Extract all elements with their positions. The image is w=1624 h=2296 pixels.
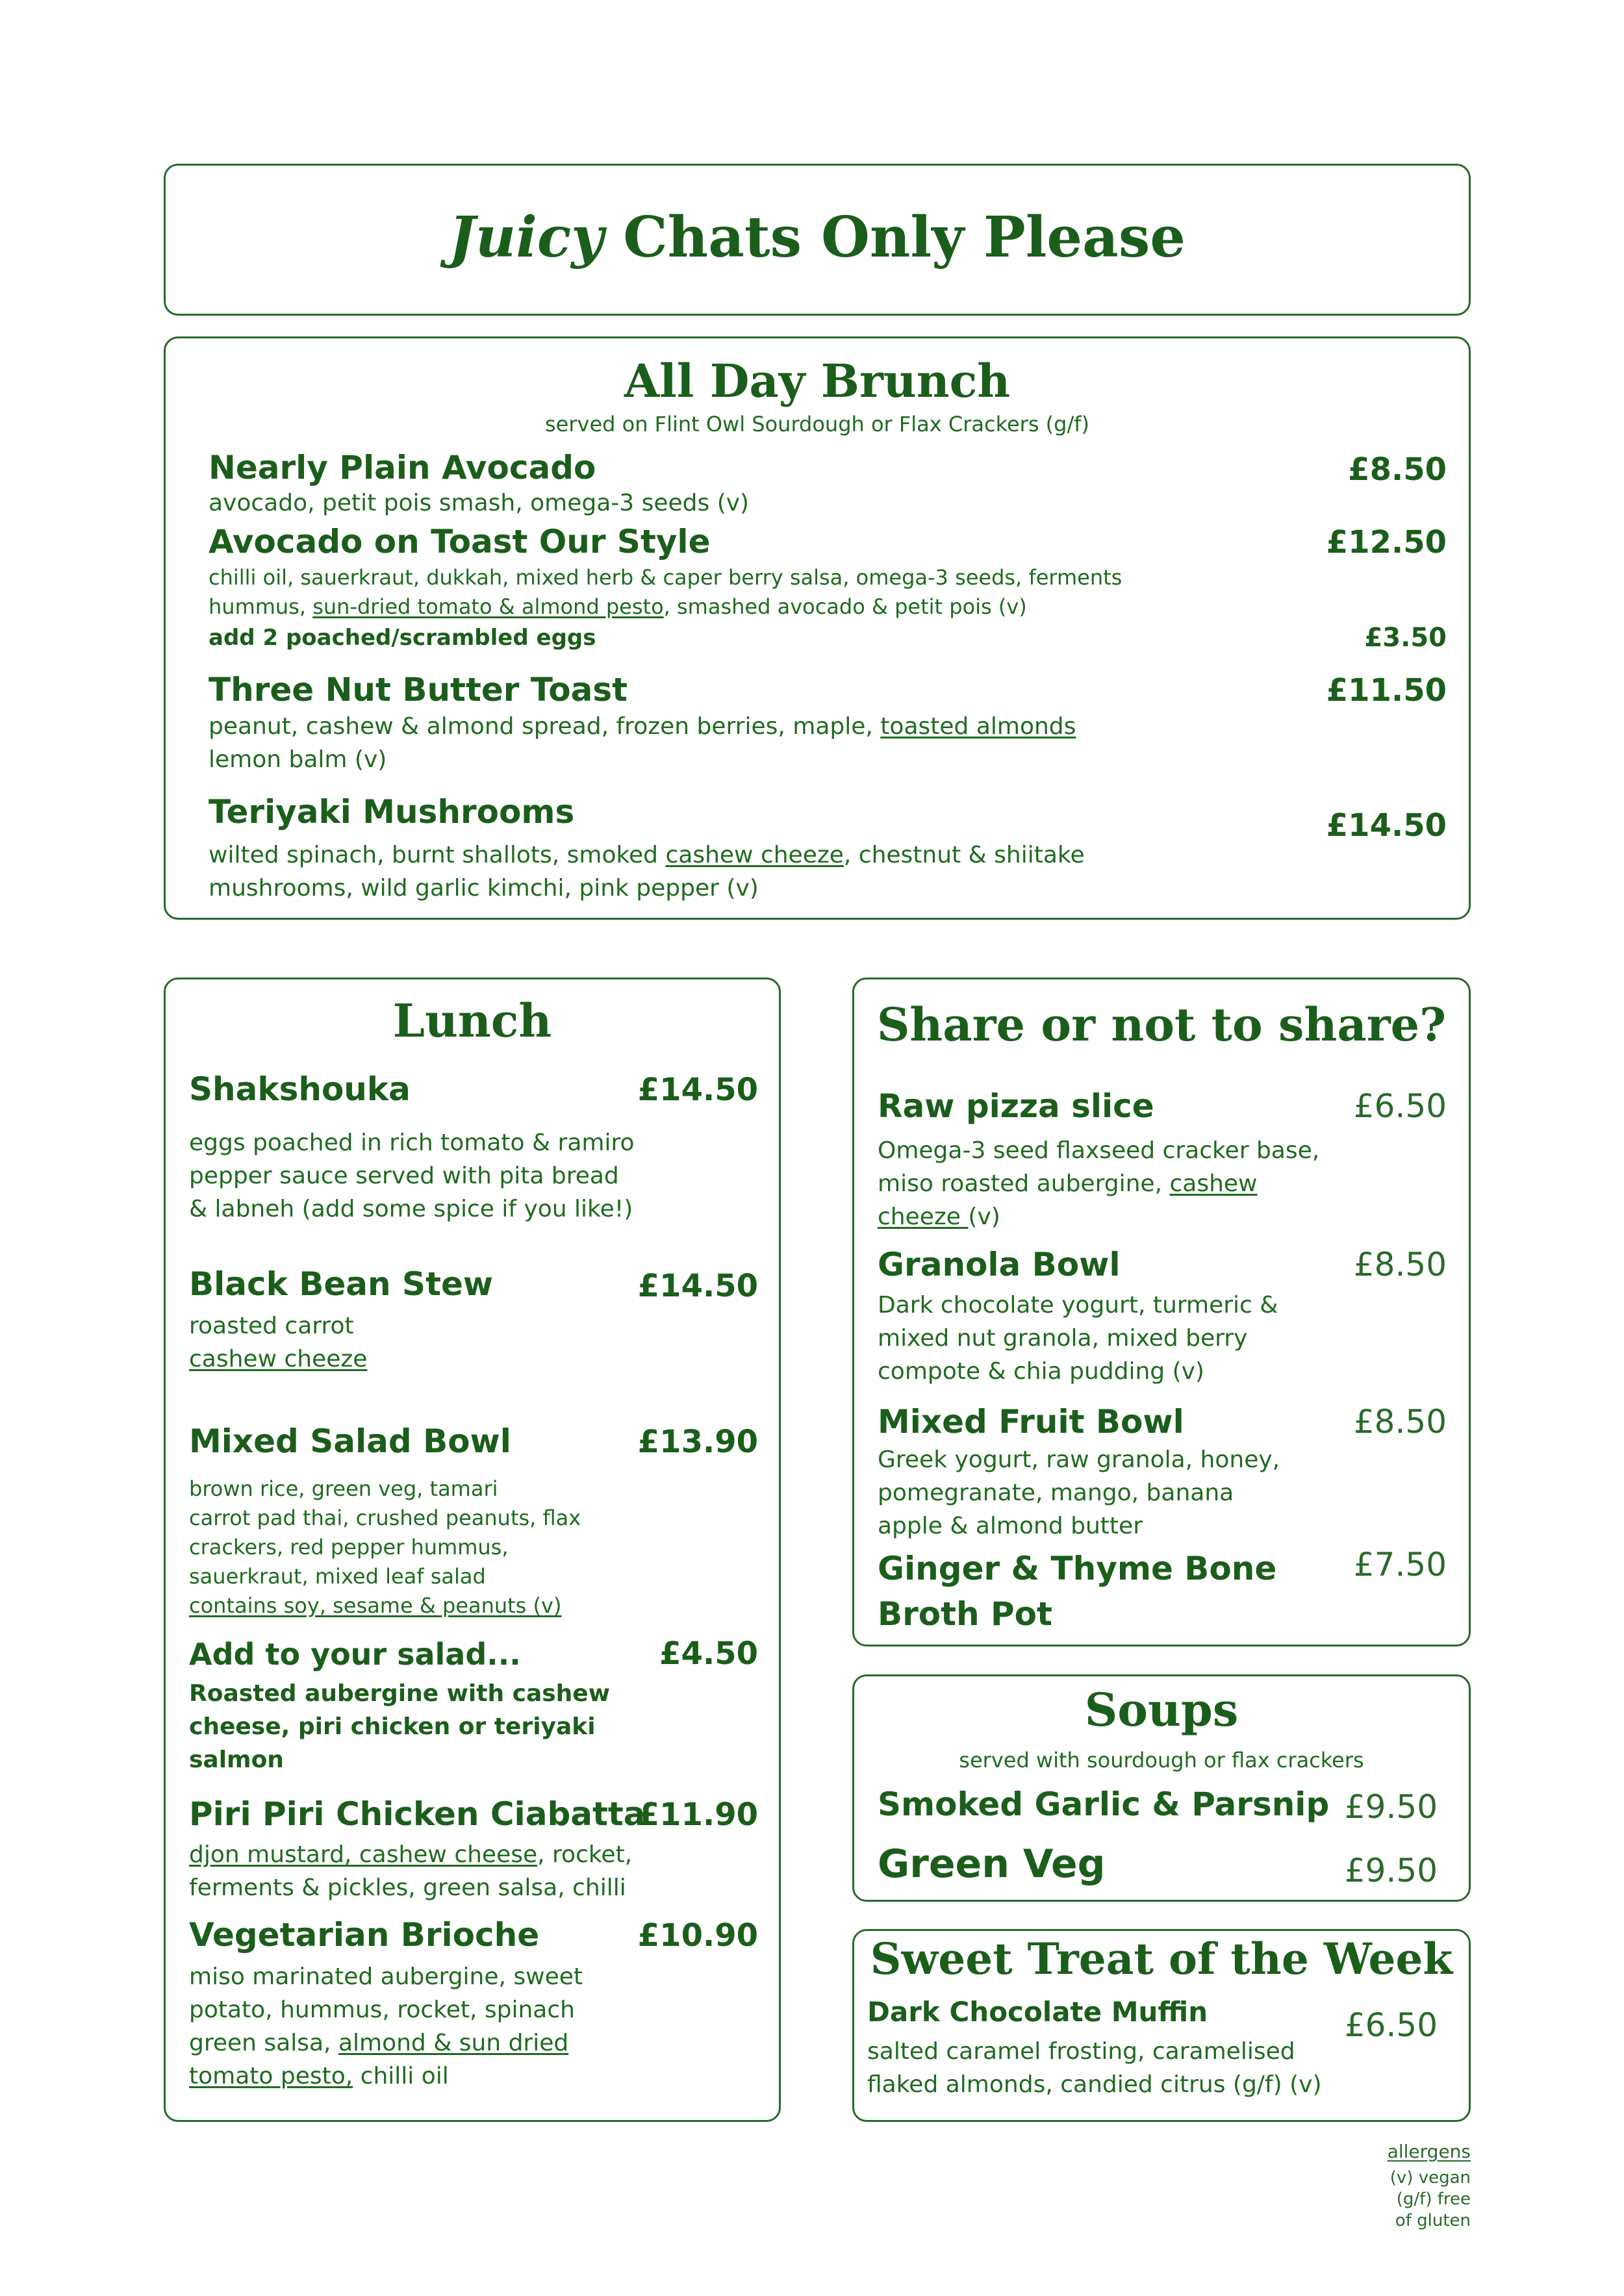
menu-item-name: Dark Chocolate Muffin bbox=[867, 1996, 1208, 2028]
description-line: apple & almond butter bbox=[878, 1513, 1143, 1539]
allergens-legend bbox=[1388, 2141, 1471, 2232]
description-line: crackers, red pepper hummus, bbox=[189, 1535, 509, 1559]
description-text: , rocket, bbox=[537, 1841, 633, 1868]
menu-item-name: Raw pizza slice bbox=[878, 1087, 1154, 1125]
description-underlined: cashew cheeze bbox=[189, 1346, 368, 1372]
description-underlined: almond & sun dried bbox=[338, 2030, 569, 2056]
menu-item-price: £13.90 bbox=[637, 1424, 758, 1460]
description-line: salmon bbox=[189, 1747, 284, 1773]
description-underlined: toasted almonds bbox=[880, 713, 1076, 740]
menu-item-description bbox=[209, 563, 1122, 622]
menu-item-description bbox=[189, 1960, 583, 2093]
description-line bbox=[878, 1200, 1319, 1233]
description-line: Omega-3 seed flaxseed cracker base, bbox=[878, 1137, 1320, 1164]
menu-item-description bbox=[189, 1677, 610, 1776]
menu-item-price: £4.50 bbox=[659, 1635, 758, 1672]
menu-item-price: £6.50 bbox=[1344, 2006, 1438, 2044]
description-underlined: contains soy, sesame & peanuts (v) bbox=[189, 1593, 562, 1618]
allergen-line: (g/f) free bbox=[1396, 2189, 1471, 2209]
description-line bbox=[209, 839, 1085, 872]
soups-heading: Soups bbox=[1084, 1683, 1239, 1737]
description-line: mixed nut granola, mixed berry bbox=[878, 1325, 1248, 1352]
description-line: mushrooms, wild garlic kimchi, pink pepper (v) bbox=[209, 875, 759, 902]
menu-item-name: Granola Bowl bbox=[878, 1246, 1121, 1283]
menu-item-name: Black Bean Stew bbox=[189, 1265, 494, 1303]
menu-item-description bbox=[209, 839, 1085, 905]
description-text: miso roasted aubergine, bbox=[878, 1170, 1170, 1197]
allergens-heading-text: allergens bbox=[1387, 2141, 1471, 2162]
soup-item-price: £9.50 bbox=[1344, 1788, 1438, 1826]
menu-item-price: £12.50 bbox=[1326, 524, 1447, 561]
description-line: miso marinated aubergine, sweet bbox=[189, 1963, 583, 1990]
share-heading: Share or not to share? bbox=[876, 998, 1447, 1052]
menu-item-description bbox=[209, 710, 1076, 776]
menu-item-price: £14.50 bbox=[637, 1072, 758, 1108]
menu-item-description bbox=[189, 1126, 635, 1226]
menu-item-description bbox=[189, 1838, 632, 1904]
allergen-line: (v) vegan bbox=[1389, 2168, 1471, 2188]
menu-item-description bbox=[189, 1474, 581, 1621]
menu-item-price: £14.50 bbox=[637, 1268, 758, 1304]
description-line bbox=[878, 1167, 1319, 1200]
description-line: Roasted aubergine with cashew bbox=[189, 1680, 610, 1707]
menu-item-name: Mixed Fruit Bowl bbox=[878, 1403, 1184, 1441]
description-line: roasted carrot bbox=[189, 1313, 354, 1339]
description-line: lemon balm (v) bbox=[209, 746, 387, 773]
description-underlined: cashew cheeze bbox=[665, 842, 844, 868]
page-title-rest: Chats Only Please bbox=[623, 205, 1186, 270]
description-line: Dark chocolate yogurt, turmeric & bbox=[878, 1292, 1278, 1318]
menu-item-name: Three Nut Butter Toast bbox=[209, 671, 628, 709]
share-section bbox=[852, 978, 1471, 1646]
description-text: (v) bbox=[968, 1204, 1000, 1230]
menu-item-description bbox=[189, 1309, 367, 1376]
menu-item-name: Add to your salad... bbox=[189, 1637, 521, 1672]
menu-item-name: Piri Piri Chicken Ciabatta bbox=[189, 1795, 646, 1833]
description-line: sauerkraut, mixed leaf salad bbox=[189, 1564, 486, 1589]
menu-item-price: £14.50 bbox=[1326, 807, 1447, 844]
description-line: flaked almonds, candied citrus (g/f) (v) bbox=[867, 2071, 1322, 2098]
menu-item-price: £7.50 bbox=[1353, 1546, 1447, 1583]
soup-item-price: £9.50 bbox=[1344, 1852, 1438, 1889]
soup-item-name: Smoked Garlic & Parsnip bbox=[878, 1785, 1330, 1823]
menu-item-description bbox=[878, 1443, 1280, 1543]
soups-subtitle: served with sourdough or flax crackers bbox=[959, 1748, 1364, 1772]
description-line: compote & chia pudding (v) bbox=[878, 1358, 1204, 1385]
menu-item-name: Shakshouka bbox=[189, 1070, 411, 1108]
menu-item-name-line: Ginger & Thyme Bone bbox=[878, 1550, 1277, 1587]
menu-item-price: £6.50 bbox=[1353, 1087, 1447, 1125]
description-text: chilli oil bbox=[353, 2063, 449, 2089]
description-underlined: sun-dried tomato & almond pesto bbox=[312, 594, 664, 619]
description-text: hummus, bbox=[209, 594, 313, 619]
brunch-section bbox=[164, 336, 1471, 920]
description-line: salted caramel frosting, caramelised bbox=[867, 2038, 1295, 2065]
description-line bbox=[189, 2026, 583, 2060]
description-underlined: cheeze bbox=[878, 1204, 969, 1230]
menu-item-name: Mixed Salad Bowl bbox=[189, 1422, 511, 1460]
description-line: eggs poached in rich tomato & ramiro bbox=[189, 1129, 635, 1156]
page-title bbox=[166, 205, 1469, 270]
description-text: , smashed avocado & petit pois (v) bbox=[663, 594, 1027, 619]
description-text: green salsa, bbox=[189, 2030, 338, 2056]
menu-item-extra: add 2 poached/scrambled eggs bbox=[209, 625, 596, 651]
description-line: potato, hummus, rocket, spinach bbox=[189, 1997, 575, 2023]
page-title-italic: Juicy bbox=[449, 205, 604, 270]
description-line bbox=[209, 592, 1122, 622]
soup-item-name: Green Veg bbox=[878, 1841, 1106, 1887]
description-line: brown rice, green veg, tamari bbox=[189, 1476, 498, 1501]
soups-section bbox=[852, 1674, 1471, 1902]
menu-item-name: Vegetarian Brioche bbox=[189, 1916, 540, 1954]
description-underlined: cashew bbox=[1169, 1170, 1258, 1197]
menu-item-price: £10.90 bbox=[637, 1917, 758, 1954]
description-line: pepper sauce served with pita bread bbox=[189, 1163, 619, 1189]
menu-item-description bbox=[878, 1289, 1278, 1388]
menu-item-price: £11.50 bbox=[1326, 672, 1447, 709]
lunch-section bbox=[164, 978, 781, 2122]
lunch-heading: Lunch bbox=[392, 994, 552, 1048]
menu-item-name: Avocado on Toast Our Style bbox=[209, 523, 711, 561]
description-underlined: djon mustard, cashew cheese bbox=[189, 1841, 538, 1868]
sweet-treat-section bbox=[852, 1929, 1471, 2122]
description-line: cheese, piri chicken or teriyaki bbox=[189, 1713, 596, 1740]
menu-item-description bbox=[867, 2035, 1322, 2101]
menu-item-name-line: Broth Pot bbox=[878, 1595, 1052, 1633]
description-line: Greek yogurt, raw granola, honey, bbox=[878, 1446, 1280, 1473]
description-line: chilli oil, sauerkraut, dukkah, mixed herb & caper berry salsa, omega-3 seeds, ferments bbox=[209, 565, 1123, 590]
description-line bbox=[189, 1591, 581, 1621]
menu-item-price: £8.50 bbox=[1348, 451, 1447, 488]
description-line: ferments & pickles, green salsa, chilli bbox=[189, 1874, 626, 1901]
menu-item-name: Teriyaki Mushrooms bbox=[209, 793, 575, 831]
header-box bbox=[164, 164, 1471, 316]
description-line: pomegranate, mango, banana bbox=[878, 1480, 1234, 1506]
menu-item-description: avocado, petit pois smash, omega-3 seeds (v) bbox=[209, 490, 750, 516]
menu-item-price: £8.50 bbox=[1353, 1403, 1447, 1441]
menu-item-price: £11.90 bbox=[637, 1797, 758, 1833]
description-line: & labneh (add some spice if you like!) bbox=[189, 1196, 633, 1222]
description-line bbox=[189, 2060, 583, 2093]
brunch-subtitle: served on Flint Owl Sourdough or Flax Crackers (g/f) bbox=[545, 412, 1089, 436]
description-line bbox=[189, 1838, 632, 1871]
allergen-line: of gluten bbox=[1395, 2211, 1471, 2230]
description-underlined: tomato pesto, bbox=[189, 2063, 353, 2089]
menu-item-price: £8.50 bbox=[1353, 1246, 1447, 1283]
description-text: wilted spinach, burnt shallots, smoked bbox=[209, 842, 666, 868]
description-text: peanut, cashew & almond spread, frozen berries, maple, bbox=[209, 713, 881, 740]
description-line: carrot pad thai, crushed peanuts, flax bbox=[189, 1506, 581, 1530]
sweet-treat-heading: Sweet Treat of the Week bbox=[870, 1934, 1453, 1984]
description-text: , chestnut & shiitake bbox=[843, 842, 1085, 868]
allergens-heading bbox=[1388, 2141, 1471, 2162]
menu-item-name: Nearly Plain Avocado bbox=[209, 449, 596, 486]
description-line bbox=[209, 710, 1076, 743]
description-line bbox=[189, 1343, 367, 1376]
brunch-heading: All Day Brunch bbox=[624, 354, 1011, 408]
menu-item-extra-price: £3.50 bbox=[1364, 623, 1447, 653]
menu-item-description bbox=[878, 1134, 1319, 1233]
menu-item-name bbox=[878, 1546, 1276, 1637]
